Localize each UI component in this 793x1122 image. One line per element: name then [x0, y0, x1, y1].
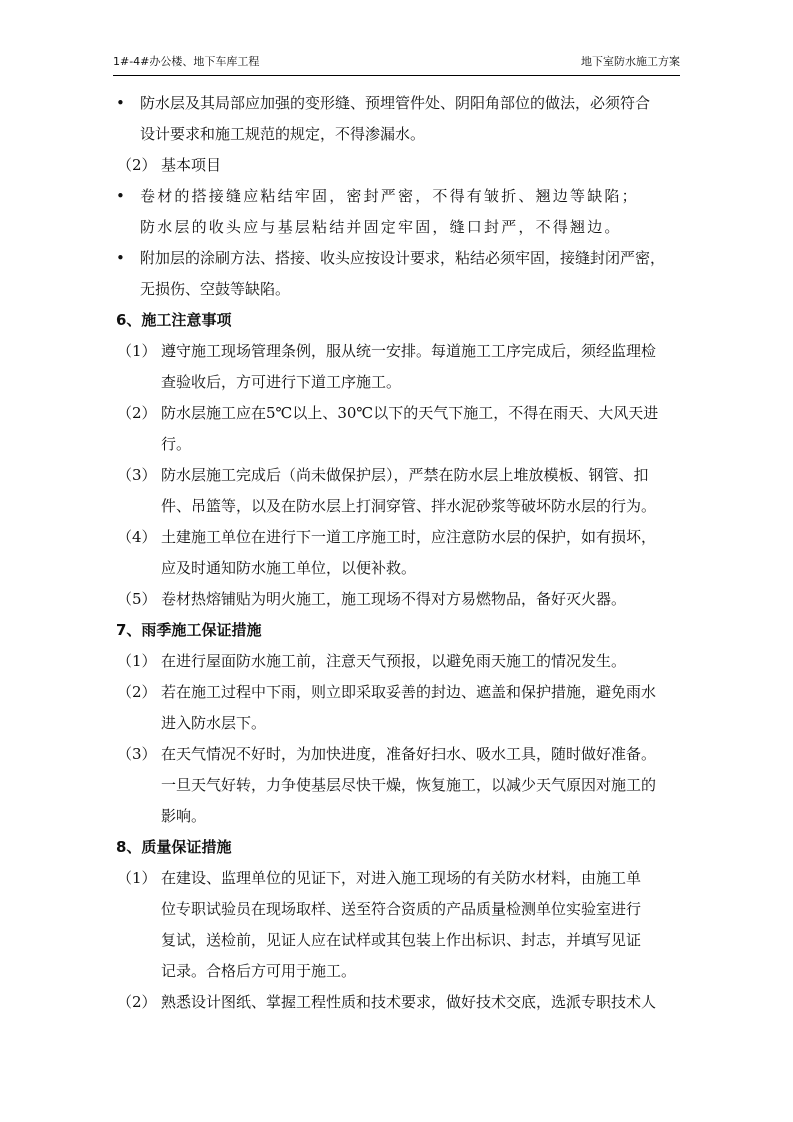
item-number: （2）: [117, 993, 157, 1011]
item-number: （3）: [117, 745, 157, 763]
numbered-item: [113, 739, 688, 770]
item-number: （1）: [117, 342, 157, 360]
item-number: （2）: [117, 404, 157, 422]
numbered-item: [113, 677, 688, 708]
item-text: 在天气情况不好时，为加快进度，准备好扫水、吸水工具，随时做好准备。: [161, 745, 657, 763]
numbered-item: [113, 863, 688, 894]
item-text-continued: 进入防水层下。: [161, 714, 267, 732]
item-text: 卷材热熔铺贴为明火施工，施工现场不得对方易燃物品，备好灭火器。: [161, 590, 627, 608]
bullet-item: [113, 181, 688, 212]
numbered-item: [113, 398, 688, 429]
header-project-name: 1#-4#办公楼、地下车库工程: [113, 55, 260, 68]
item-text: 熟悉设计图纸、掌握工程性质和技术要求，做好技术交底，选派专职技术人: [161, 993, 657, 1011]
item-text: 遵守施工现场管理条例，服从统一安排。每道施工工序完成后，须经监理检: [161, 342, 657, 360]
numbered-item: [113, 336, 688, 367]
numbered-item: [113, 522, 688, 553]
section-heading: [113, 615, 688, 646]
item-text-continued: 行。: [161, 435, 192, 453]
item-text-continued: 位专职试验员在现场取样、送至符合资质的产品质量检测单位实验室进行: [161, 900, 642, 918]
header-document-title: 地下室防水施工方案: [581, 55, 680, 68]
item-text-continued: 影响。: [161, 807, 207, 825]
bullet-marker: •: [116, 249, 125, 267]
bullet-text: 防水层及其局部应加强的变形缝、预埋管件处、阴阳角部位的做法，必须符合: [140, 94, 651, 112]
bullet-text: 附加层的涂刷方法、搭接、收头应按设计要求，粘结必须牢固，接缝封闭严密，: [140, 249, 666, 267]
section-6-title: 6、施工注意事项: [116, 311, 232, 329]
numbered-item: [113, 646, 688, 677]
bullet-item: [113, 243, 688, 274]
item-text: 土建施工单位在进行下一道工序施工时，应注意防水层的保护，如有损坏，: [161, 528, 657, 546]
item-text-continued: 一旦天气好转，力争使基层尽快干燥，恢复施工，以减少天气原因对施工的: [161, 776, 657, 794]
item-text-continued: 应及时通知防水施工单位，以便补救。: [161, 559, 417, 577]
item-text-continued: 复试，送检前，见证人应在试样或其包装上作出标识、封志，并填写见证: [161, 931, 642, 949]
item-number: （4）: [117, 528, 157, 546]
item-number: （1）: [117, 652, 157, 670]
item-number: （1）: [117, 869, 157, 887]
document-body: [113, 88, 688, 1018]
section-heading: [113, 305, 688, 336]
item-number: （2）: [117, 683, 157, 701]
basic-items-subheading: [113, 150, 688, 181]
bullet-marker: •: [116, 94, 125, 112]
item-number: （2）: [117, 156, 157, 174]
bullet-item: [113, 88, 688, 119]
bullet-text-continued: 设计要求和施工规范的规定，不得渗漏水。: [140, 125, 426, 143]
section-heading: [113, 832, 688, 863]
section-8-title: 8、质量保证措施: [116, 838, 232, 856]
item-text-continued: 件、吊篮等，以及在防水层上打洞穿管、拌水泥砂浆等破坏防水层的行为。: [161, 497, 657, 515]
item-number: （3）: [117, 466, 157, 484]
bullet-text: 卷材的搭接缝应粘结牢固，密封严密，不得有皱折、翘边等缺陷；: [140, 187, 639, 205]
item-text: 在进行屋面防水施工前，注意天气预报，以避免雨天施工的情况发生。: [161, 652, 627, 670]
numbered-item: [113, 584, 688, 615]
item-text: 防水层施工应在5℃以上、30℃以下的天气下施工，不得在雨天、大风天进: [161, 404, 659, 422]
item-text: 防水层施工完成后（尚未做保护层），严禁在防水层上堆放模板、钢管、扣: [161, 466, 649, 484]
section-7-title: 7、雨季施工保证措施: [116, 621, 262, 639]
item-number: （5）: [117, 590, 157, 608]
item-text: 若在施工过程中下雨，则立即采取妥善的封边、遮盖和保护措施，避免雨水: [161, 683, 657, 701]
numbered-item: [113, 460, 688, 491]
numbered-item: [113, 987, 688, 1018]
bullet-text-continued: 无损伤、空鼓等缺陷。: [140, 280, 291, 298]
item-text-continued: 记录。合格后方可用于施工。: [161, 962, 357, 980]
subheading-text: 基本项目: [161, 156, 222, 174]
bullet-text-continued: 防水层的收头应与基层粘结并固定牢固，缝口封严，不得翘边。: [140, 218, 622, 236]
item-text: 在建设、监理单位的见证下，对进入施工现场的有关防水材料，由施工单: [161, 869, 642, 887]
item-text-continued: 查验收后，方可进行下道工序施工。: [161, 373, 402, 391]
page-header: [113, 49, 680, 76]
bullet-marker: •: [116, 187, 125, 205]
